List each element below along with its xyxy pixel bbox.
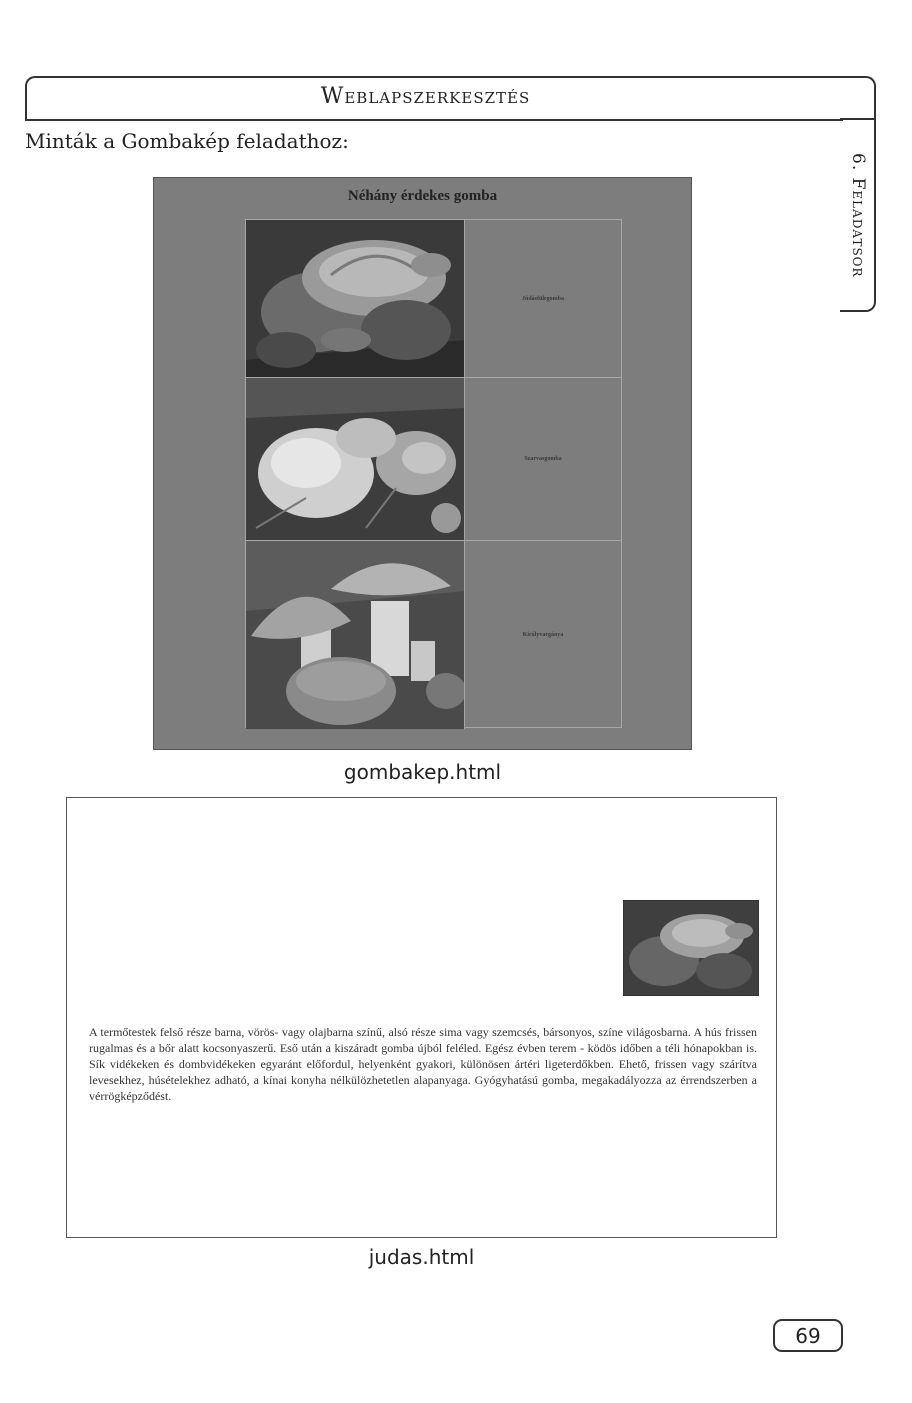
- header-title: Weblapszerkesztés: [320, 84, 531, 109]
- truffle-photo: [246, 378, 465, 540]
- judas-caption: judas.html: [368, 1245, 475, 1269]
- side-tab-label: 6. Feladatsor: [848, 152, 868, 278]
- table-row: [246, 378, 621, 541]
- jelly-ear-photo: [246, 220, 465, 377]
- gombakep-heading: Néhány érdekes gomba: [347, 188, 498, 204]
- row-label: Királyvargánya: [522, 632, 564, 638]
- row-label: Júdásfülegomba: [521, 295, 564, 302]
- table-row: [246, 541, 621, 729]
- header-divider: [25, 119, 843, 121]
- gombakep-caption: gombakep.html: [343, 760, 502, 784]
- row-label: Szarvasgomba: [524, 456, 562, 462]
- jelly-ear-thumbnail: [623, 900, 759, 996]
- table-row: [246, 220, 621, 378]
- page-number: 69: [773, 1319, 843, 1352]
- judas-screenshot: [66, 797, 777, 1238]
- judas-description: A termőtestek felső része barna, vörös- vagy olajbarna színű, alsó része sima vagy szemcsés, bársonyos, színe világosbarna. A hús frissen rugalmas és a bőr alatt kocsonyaszerű. Eső után a kiszáradt gomba újból feléled. Egész évben terem - ködös időben a téli hónapokban is. Sík vidékeken és dombvidékeken egyaránt előfordul, helyenként gyakori, különösen ártéri ligeterdőkben. Ehető, frissen vagy szárítva levesekhez, húsételekhez adható, a kínai konyha nélkülözhetetlen alapanyaga. Gyógyhatású gomba, megakadályozza az érrendszerben a vérrögképződést.: [89, 1025, 757, 1103]
- gombakep-screenshot: [153, 177, 692, 750]
- mushroom-table: [245, 219, 622, 728]
- porcini-photo: [246, 541, 465, 729]
- page-subtitle: Minták a Gombakép feladathoz:: [25, 129, 349, 153]
